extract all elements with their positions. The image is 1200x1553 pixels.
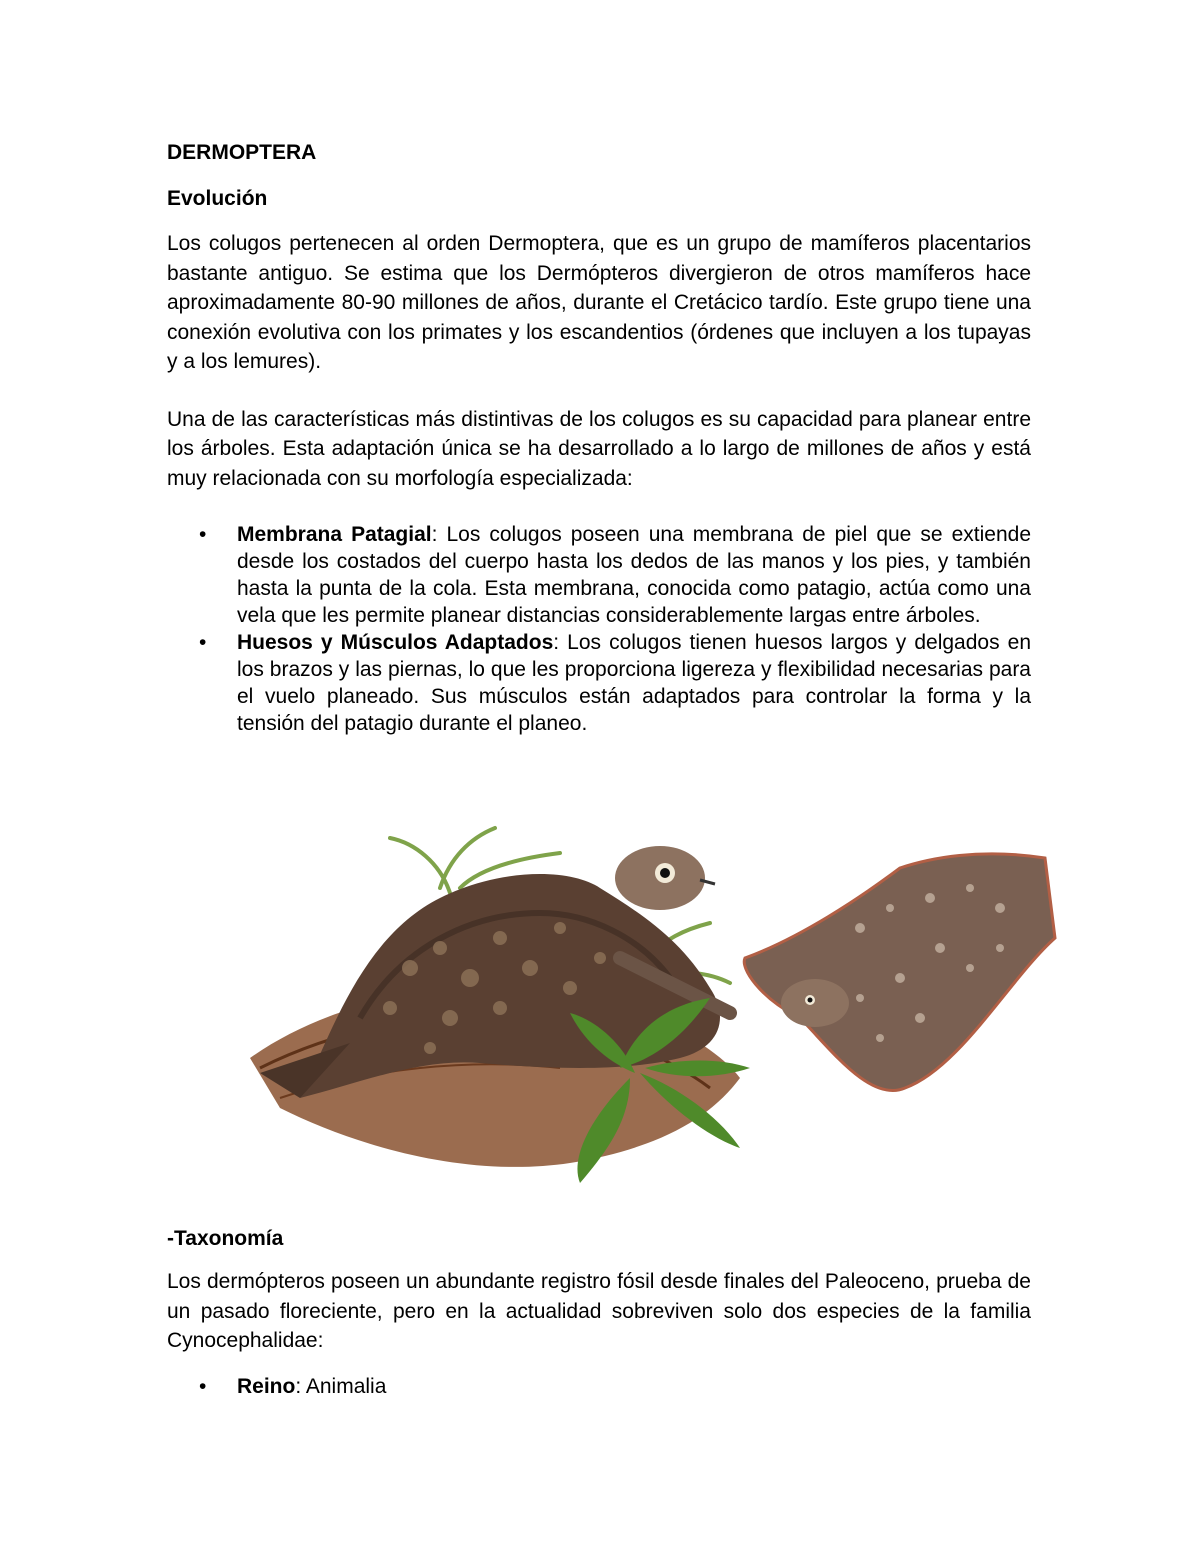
list-item xyxy=(167,521,1031,629)
list-item-text: : Los colugos poseen una membrana de piel que se extiende desde los costados del cuerpo hasta los dedos de las manos y los pies, y también hasta la punta de la cola. Esta membrana, conocida como patagio, actúa como una vela que les permite planear distancias considerablemente largas entre árboles. xyxy=(237,523,1032,627)
taxonomy-heading: -Taxonomía xyxy=(167,1227,284,1250)
list-item-text: : Los colugos tienen huesos largos y delgados en los brazos y las piernas, lo que les proporciona ligereza y flexibilidad necesarias para el vuelo planeado. Sus músculos están adaptados para controlar la forma y la tensión del patagio durante el planeo. xyxy=(237,631,1031,735)
bullet-icon: • xyxy=(199,523,207,546)
bullet-icon: • xyxy=(199,631,207,654)
list-item xyxy=(167,629,1031,737)
evolution-section xyxy=(167,139,1031,737)
adaptations-list xyxy=(167,521,1031,737)
taxonomy-list-wrapper xyxy=(167,1373,1031,1400)
list-item-text: : Animalia xyxy=(295,1375,387,1398)
evolution-heading: Evolución xyxy=(167,187,268,210)
list-item-term: Membrana Patagial xyxy=(237,523,432,546)
evolution-paragraph-1: Los colugos pertenecen al orden Dermoptera, que es un grupo de mamíferos placentarios bastante antiguo. Se estima que los Dermópteros divergieron de otros mamíferos hace aproximadamente 80-90 millones de años, durante el Cretácico tardío. Este grupo tiene una conexión evolutiva con los primates y los escandentios (órdenes que incluyen a los tupayas y a los lemures). xyxy=(167,232,1031,373)
taxonomy-section xyxy=(167,1267,1031,1356)
list-item xyxy=(167,1373,1031,1400)
taxonomy-list xyxy=(167,1373,1031,1400)
list-item-term: Reino xyxy=(237,1375,296,1398)
evolution-paragraph-2: Una de las características más distintivas de los colugos es su capacidad para planear entre los árboles. Esta adaptación única se ha desarrollado a lo largo de millones de años y está muy relacionada con su morfología especializada: xyxy=(167,407,1031,490)
taxonomy-paragraph: Los dermópteros poseen un abundante registro fósil desde finales del Paleoceno, prueba de un pasado floreciente, pero en la actualidad sobreviven solo dos especies de la familia Cynocephalidae: xyxy=(167,1270,1031,1352)
bullet-icon: • xyxy=(199,1375,207,1398)
document-title: DERMOPTERA xyxy=(167,141,317,164)
list-item-term: Huesos y Músculos Adaptados xyxy=(237,631,554,654)
colugo-illustration xyxy=(240,818,1070,1188)
